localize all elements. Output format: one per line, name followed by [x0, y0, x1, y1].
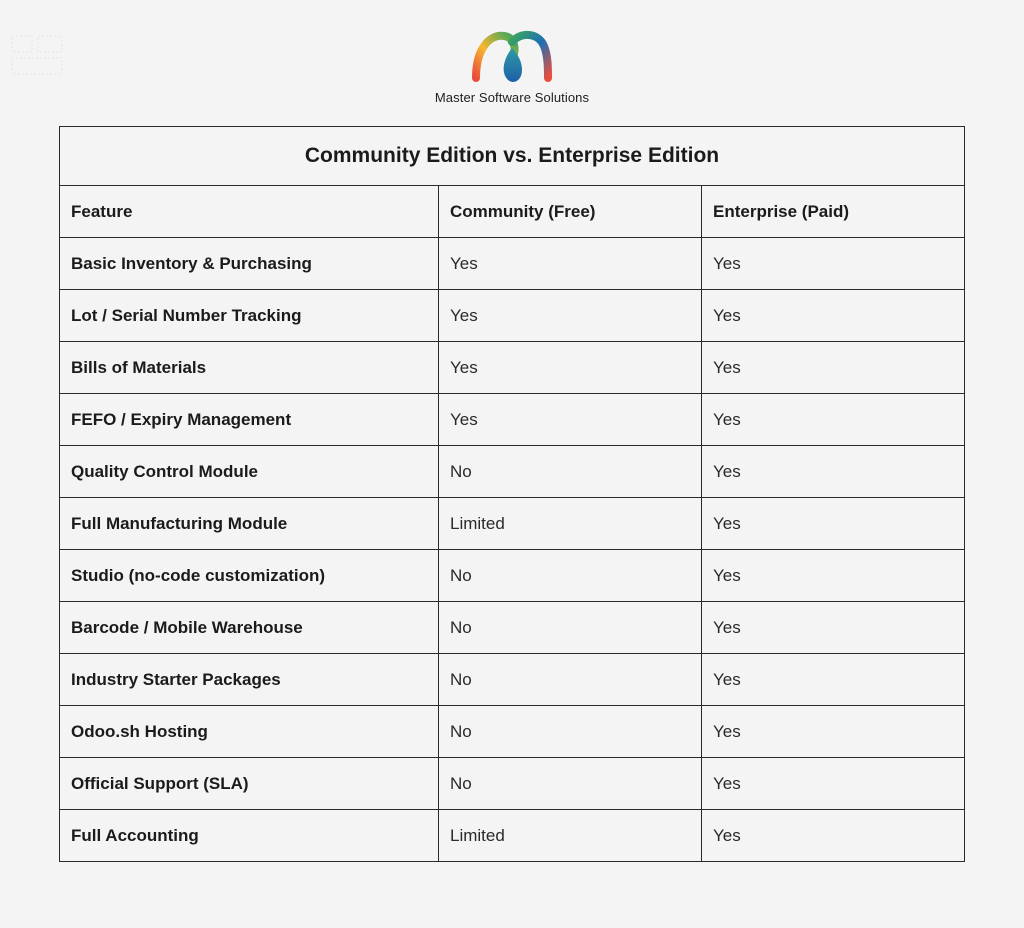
- brand-logo-icon: [468, 28, 556, 88]
- table-row: [60, 654, 965, 706]
- feature-cell: Odoo.sh Hosting: [60, 706, 439, 758]
- enterprise-cell: Yes: [702, 290, 965, 342]
- community-cell: Yes: [439, 238, 702, 290]
- community-cell: No: [439, 446, 702, 498]
- enterprise-cell: Yes: [702, 446, 965, 498]
- column-header-enterprise: Enterprise (Paid): [702, 186, 965, 238]
- feature-cell: Lot / Serial Number Tracking: [60, 290, 439, 342]
- community-cell: Yes: [439, 342, 702, 394]
- table-row: [60, 238, 965, 290]
- enterprise-cell: Yes: [702, 238, 965, 290]
- table-row: [60, 758, 965, 810]
- table-row: [60, 706, 965, 758]
- feature-cell: Quality Control Module: [60, 446, 439, 498]
- page-header: [0, 28, 1024, 105]
- community-cell: Yes: [439, 394, 702, 446]
- enterprise-cell: Yes: [702, 758, 965, 810]
- table-row: [60, 498, 965, 550]
- feature-cell: FEFO / Expiry Management: [60, 394, 439, 446]
- community-cell: Limited: [439, 810, 702, 862]
- table-row: [60, 342, 965, 394]
- feature-cell: Full Manufacturing Module: [60, 498, 439, 550]
- enterprise-cell: Yes: [702, 654, 965, 706]
- table-row: [60, 446, 965, 498]
- column-header-feature: Feature: [60, 186, 439, 238]
- community-cell: No: [439, 654, 702, 706]
- community-cell: No: [439, 550, 702, 602]
- table-row: [60, 602, 965, 654]
- enterprise-cell: Yes: [702, 706, 965, 758]
- feature-cell: Barcode / Mobile Warehouse: [60, 602, 439, 654]
- brand-name: Master Software Solutions: [434, 90, 590, 105]
- comparison-table: [59, 126, 965, 862]
- table-row: [60, 810, 965, 862]
- column-header-community: Community (Free): [439, 186, 702, 238]
- enterprise-cell: Yes: [702, 602, 965, 654]
- community-cell: No: [439, 602, 702, 654]
- table-row: [60, 290, 965, 342]
- feature-cell: Studio (no-code customization): [60, 550, 439, 602]
- enterprise-cell: Yes: [702, 498, 965, 550]
- enterprise-cell: Yes: [702, 550, 965, 602]
- comparison-table-container: [59, 126, 964, 862]
- table-row: [60, 550, 965, 602]
- community-cell: No: [439, 706, 702, 758]
- feature-cell: Bills of Materials: [60, 342, 439, 394]
- table-body: [60, 238, 965, 862]
- feature-cell: Full Accounting: [60, 810, 439, 862]
- community-cell: Limited: [439, 498, 702, 550]
- enterprise-cell: Yes: [702, 394, 965, 446]
- feature-cell: Official Support (SLA): [60, 758, 439, 810]
- enterprise-cell: Yes: [702, 342, 965, 394]
- enterprise-cell: Yes: [702, 810, 965, 862]
- community-cell: Yes: [439, 290, 702, 342]
- feature-cell: Basic Inventory & Purchasing: [60, 238, 439, 290]
- table-title: Community Edition vs. Enterprise Edition: [60, 127, 965, 186]
- feature-cell: Industry Starter Packages: [60, 654, 439, 706]
- table-title-row: [60, 127, 965, 186]
- table-row: [60, 394, 965, 446]
- table-header-row: [60, 186, 965, 238]
- community-cell: No: [439, 758, 702, 810]
